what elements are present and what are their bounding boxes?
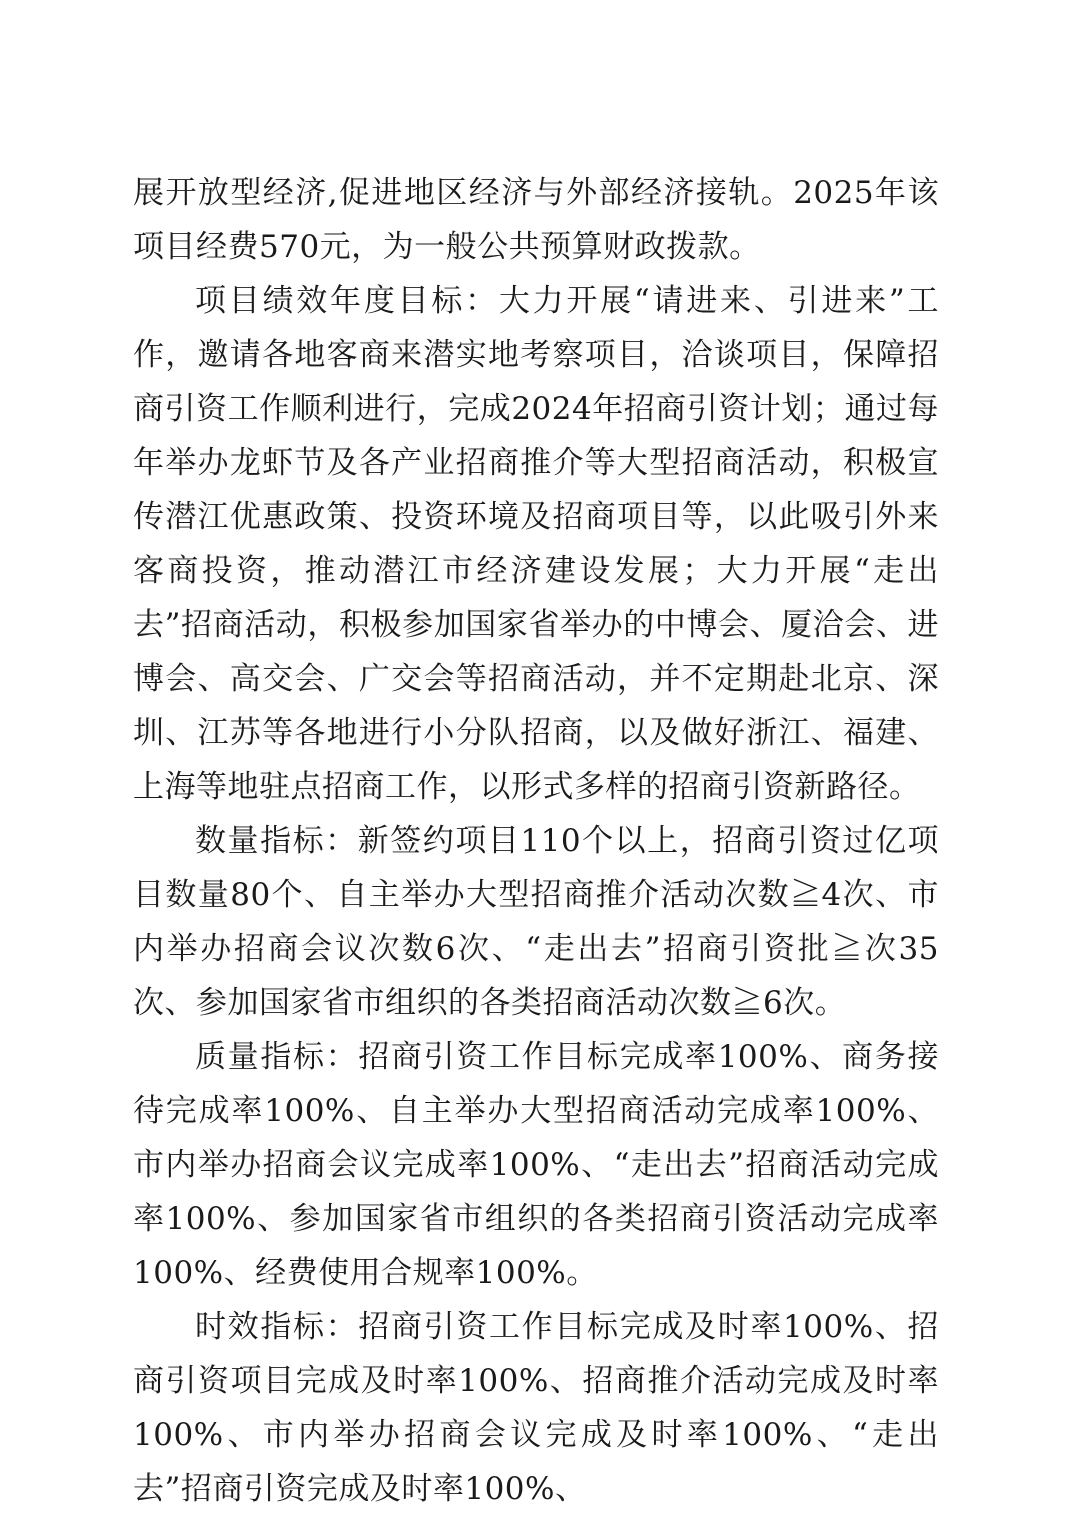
document-body (133, 166, 939, 1516)
paragraph-quality-indicators: 质量指标：招商引资工作目标完成率100%、商务接待完成率100%、自主举办大型招商活动完成率100%、市内举办招商会议完成率100%、“走出去”招商活动完成率100%、参加国家省市组织的各类招商引资活动完成率100%、经费使用合规率100%。 (133, 1039, 939, 1291)
paragraph-timeliness-indicators: 时效指标：招商引资工作目标完成及时率100%、招商引资项目完成及时率100%、招商推介活动完成及时率100%、市内举办招商会议完成及时率100%、“走出去”招商引资完成及时率100%、 (133, 1309, 939, 1507)
paragraph-funding: 展开放型经济,促进地区经济与外部经济接轨。2025年该项目经费570元，为一般公共预算财政拨款。 (133, 175, 939, 265)
paragraph-annual-goal: 项目绩效年度目标：大力开展“请进来、引进来”工作，邀请各地客商来潜实地考察项目，洽谈项目，保障招商引资工作顺利进行，完成2024年招商引资计划；通过每年举办龙虾节及各产业招商推介等大型招商活动，积极宣传潜江优惠政策、投资环境及招商项目等，以此吸引外来客商投资，推动潜江市经济建设发展；大力开展“走出去”招商活动，积极参加国家省举办的中博会、厦洽会、进博会、高交会、广交会等招商活动，并不定期赴北京、深圳、江苏等各地进行小分队招商，以及做好浙江、福建、上海等地驻点招商工作，以形式多样的招商引资新路径。 (133, 283, 939, 805)
paragraph-quantity-indicators: 数量指标：新签约项目110个以上，招商引资过亿项目数量80个、自主举办大型招商推介活动次数≧4次、市内举办招商会议次数6次、“走出去”招商引资批≧次35次、参加国家省市组织的各类招商活动次数≧6次。 (133, 823, 939, 1021)
